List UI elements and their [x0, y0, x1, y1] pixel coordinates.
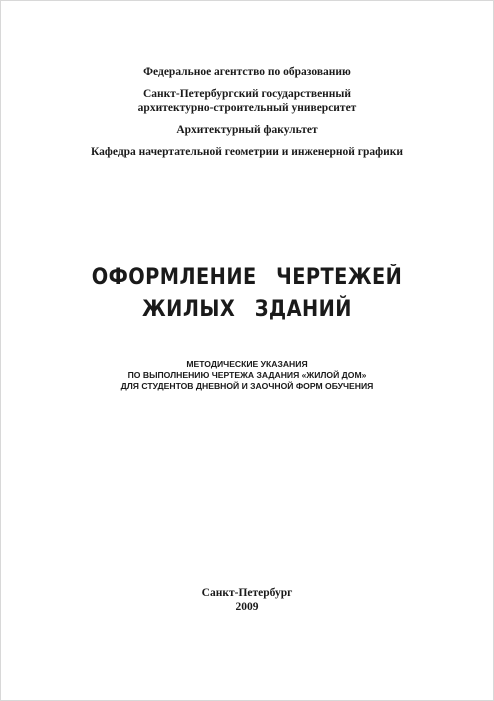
university-name-line2: архитектурно-строительный университет: [137, 102, 357, 114]
publication-info: [1, 586, 493, 614]
institution-header: [1, 65, 493, 159]
title-line2: ЖИЛЫХ ЗДАНИЙ: [142, 297, 352, 322]
university-name-line1: Санкт-Петербургский государственный: [142, 88, 352, 100]
subtitle-line1: МЕТОДИЧЕСКИЕ УКАЗАНИЯ: [186, 359, 308, 369]
subtitle-line3: ДЛЯ СТУДЕНТОВ ДНЕВНОЙ И ЗАОЧНОЙ ФОРМ ОБУЧЕНИЯ: [120, 381, 374, 391]
document-subtitle: [1, 359, 493, 392]
title-line1: ОФОРМЛЕНИЕ ЧЕРТЕЖЕЙ: [91, 265, 403, 290]
header-spacer: [1, 115, 493, 123]
subtitle-line2: ПО ВЫПОЛНЕНИЮ ЧЕРТЕЖА ЗАДАНИЯ «ЖИЛОЙ ДОМ»: [127, 370, 367, 380]
publication-city: Санкт-Петербург: [201, 587, 293, 599]
faculty-name: Архитектурный факультет: [176, 124, 318, 136]
header-spacer: [1, 79, 493, 87]
department-name: Кафедра начертательной геометрии и инженерной графики: [90, 146, 404, 158]
document-title: [31, 262, 464, 326]
header-spacer: [1, 137, 493, 145]
publication-year: 2009: [235, 601, 259, 613]
agency-name: Федеральное агентство по образованию: [143, 66, 351, 78]
